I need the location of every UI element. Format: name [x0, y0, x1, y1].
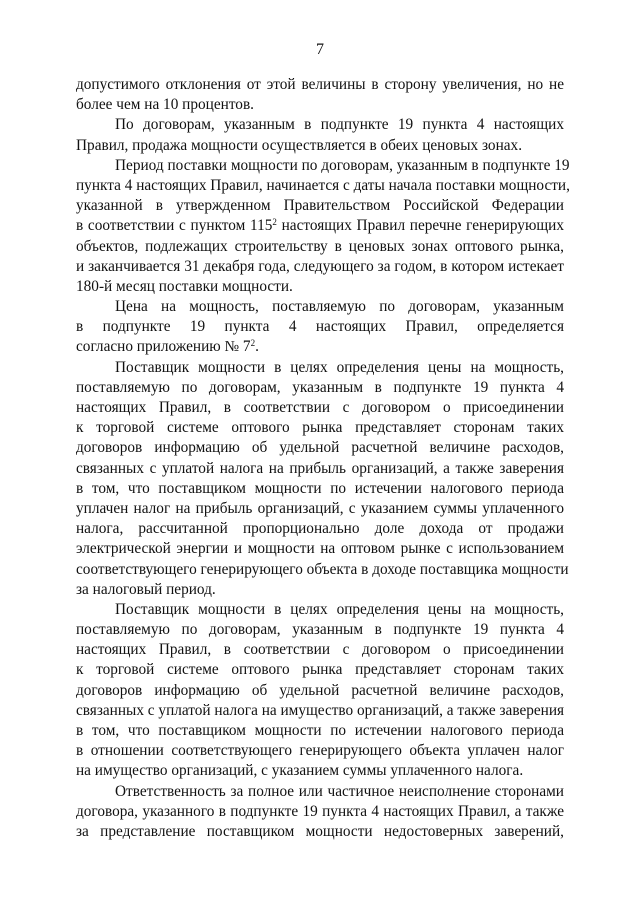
page-number: 7	[316, 41, 324, 58]
paragraph	[76, 358, 569, 600]
text-line: электрической энергии и мощности на оптовом рынке с использованием	[76, 540, 564, 558]
text-line: соответствующего генерирующего объекта в доходе поставщика мощности	[76, 560, 569, 578]
text-line: договоров информацию об удельной расчетной величине расходов,	[76, 439, 564, 457]
text-line: Поставщик мощности в целях определения цены на мощность,	[115, 358, 564, 376]
text-line: настоящих Правил, в соответствии с договором о присоединении	[76, 641, 564, 659]
text-line: за налоговый период.	[76, 580, 216, 598]
text-line: связанных с уплатой налога на прибыль организаций, а также заверения	[76, 459, 564, 477]
text-line: Поставщик мощности в целях определения цены на мощность,	[115, 600, 564, 618]
text-line: за представление поставщиком мощности недостоверных заверений,	[76, 822, 564, 840]
paragraph	[76, 115, 564, 155]
text-line: и заканчивается 31 декабря года, следующего за годом, в котором истекает	[76, 257, 564, 275]
text-line: настоящих Правил, в соответствии с договором о присоединении	[76, 399, 564, 416]
document-body	[76, 75, 570, 842]
text-line: По договорам, указанным в подпункте 19 пункта 4 настоящих	[115, 116, 564, 134]
paragraph	[76, 156, 570, 297]
text-line: поставляемую по договорам, указанным в подпункте 19 пункта 4	[76, 378, 564, 396]
text-line: объектов, подлежащих строительству в ценовых зонах оптового рынка,	[76, 237, 564, 255]
text-line: в отношении соответствующего генерирующего объекта уплачен налог	[76, 742, 564, 760]
text-line: допустимого отклонения от этой величины в сторону увеличения, но не	[76, 76, 564, 93]
paragraph	[76, 297, 564, 358]
text-line: Период поставки мощности по договорам, указанным в подпункте 19	[115, 156, 570, 174]
text-line: пункта 4 настоящих Правил, начинается с даты начала поставки мощности,	[76, 176, 570, 194]
text-line: связанных с уплатой налога на имущество организаций, а также заверения	[76, 701, 565, 719]
text-line: договора, указанного в подпункте 19 пункта 4 настоящих Правил, а также	[76, 802, 564, 820]
text-line: в том, что поставщиком мощности по истечении налогового периода	[76, 722, 564, 739]
text-line: Цена на мощность, поставляемую по договорам, указанным	[115, 298, 564, 316]
text-line: налога, рассчитанной пропорционально доле дохода от продажи	[76, 520, 564, 538]
text-line: поставляемую по договорам, указанным в подпункте 19 пункта 4	[76, 621, 564, 639]
text-line: к торговой системе оптового рынка представляет сторонам таких	[76, 419, 564, 437]
text-line: в подпункте 19 пункта 4 настоящих Правил, определяется	[76, 318, 564, 336]
text-line: указанной в утвержденном Правительством Российской Федерации	[76, 197, 564, 215]
paragraph	[76, 600, 564, 782]
text-line: Ответственность за полное или частичное неисполнение сторонами	[115, 782, 564, 800]
text-line: уплачен налог на прибыль организаций, с указанием суммы уплаченного	[76, 499, 564, 517]
text-line: в соответствии с пунктом $115^2$ настоящих Правил перечне генерирующих	[76, 217, 564, 235]
text-line: в том, что поставщиком мощности по истечении налогового периода	[76, 479, 564, 497]
text-line: к торговой системе оптового рынка представляет сторонам таких	[76, 661, 564, 679]
text-line: Правил, продажа мощности осуществляется в обеих ценовых зонах.	[76, 136, 523, 154]
text-line: согласно приложению № $7^2$.	[76, 338, 259, 356]
paragraph	[76, 782, 564, 843]
paragraph	[76, 75, 564, 115]
text-line: на имущество организаций, с указанием суммы уплаченного налога.	[76, 762, 524, 780]
text-line: 180-й месяц поставки мощности.	[76, 277, 293, 295]
text-line: договоров информацию об удельной расчетной величине расходов,	[76, 681, 564, 699]
text-line: более чем на 10 процентов.	[76, 96, 254, 114]
